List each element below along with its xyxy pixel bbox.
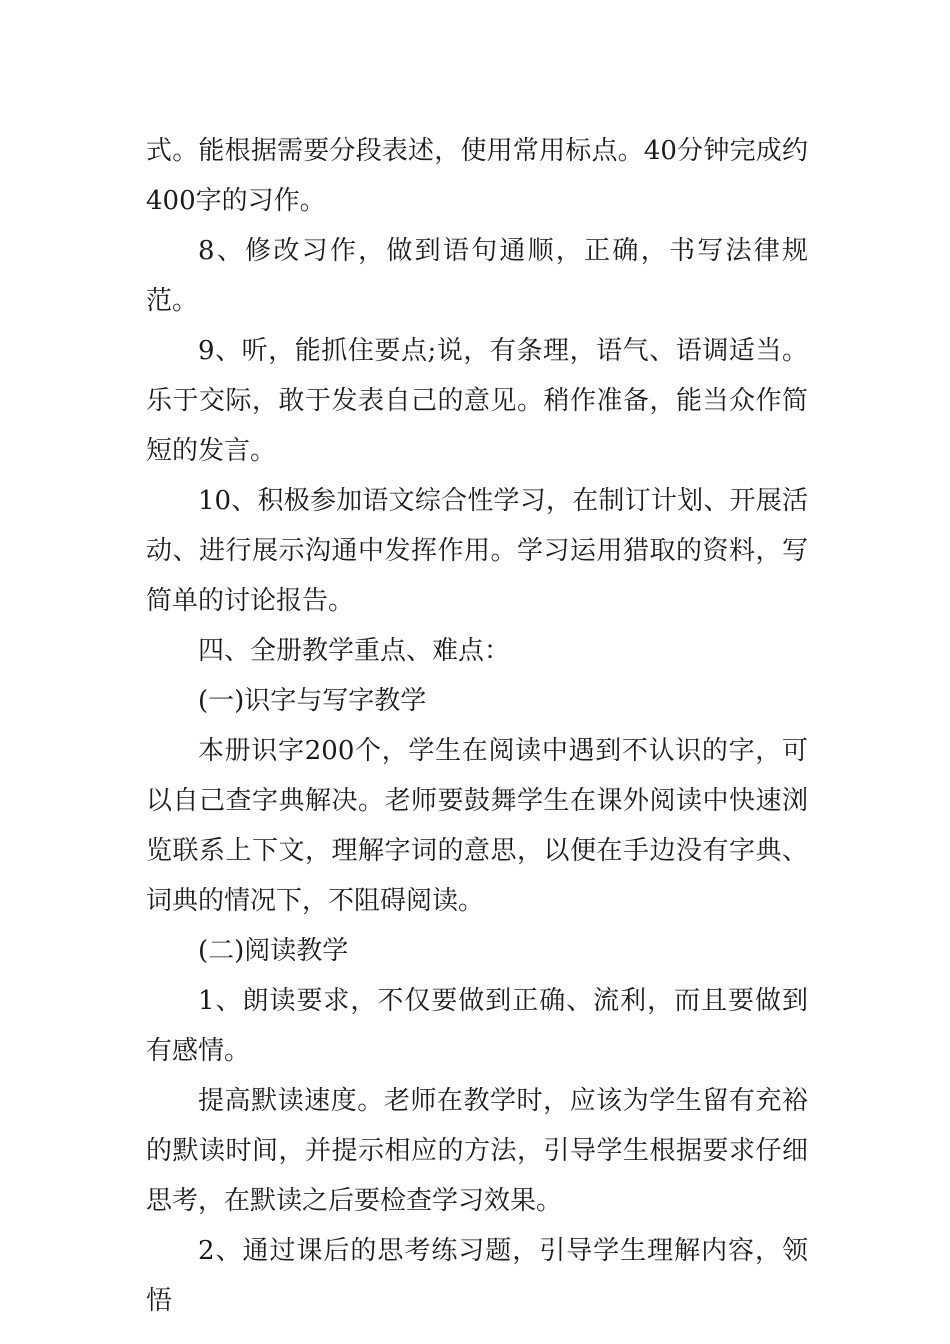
- paragraph-silent-reading: 提高默读速度。老师在教学时，应该为学生留有充裕的默读时间，并提示相应的方法，引导学生根据要求仔细思考，在默读之后要检查学习效果。: [146, 1086, 808, 1216]
- paragraph-literacy: 本册识字200个，学生在阅读中遇到不认识的字，可以自己查字典解决。老师要鼓舞学生在课外阅读中快速浏览联系上下文，理解字词的意思，以便在手边没有字典、词典的情况下，不阻碍阅读。: [146, 736, 808, 916]
- section-heading-4: 四、全册教学重点、难点：: [198, 636, 511, 666]
- paragraph-item-8: 8、修改习作，做到语句通顺，正确，书写法律规范。: [146, 236, 808, 316]
- document-body: [146, 126, 808, 1326]
- paragraph-writing-continuation: 式。能根据需要分段表述，使用常用标点。40分钟完成约400字的习作。: [146, 136, 808, 216]
- paragraph-item-9: 9、听，能抓住要点;说，有条理，语气、语调适当。乐于交际，敢于发表自己的意见。稍作准备，能当众作简短的发言。: [146, 336, 808, 466]
- paragraph-item-10: 10、积极参加语文综合性学习，在制订计划、开展活动、进行展示沟通中发挥作用。学习运用猎取的资料，写简单的讨论报告。: [146, 486, 808, 616]
- paragraph-reading-2: 2、通过课后的思考练习题，引导学生理解内容，领悟: [146, 1236, 808, 1316]
- paragraph-reading-1: 1、朗读要求，不仅要做到正确、流利，而且要做到有感情。: [146, 986, 808, 1066]
- subsection-heading-reading: (二)阅读教学: [198, 936, 349, 966]
- subsection-heading-literacy: (一)识字与写字教学: [198, 686, 427, 716]
